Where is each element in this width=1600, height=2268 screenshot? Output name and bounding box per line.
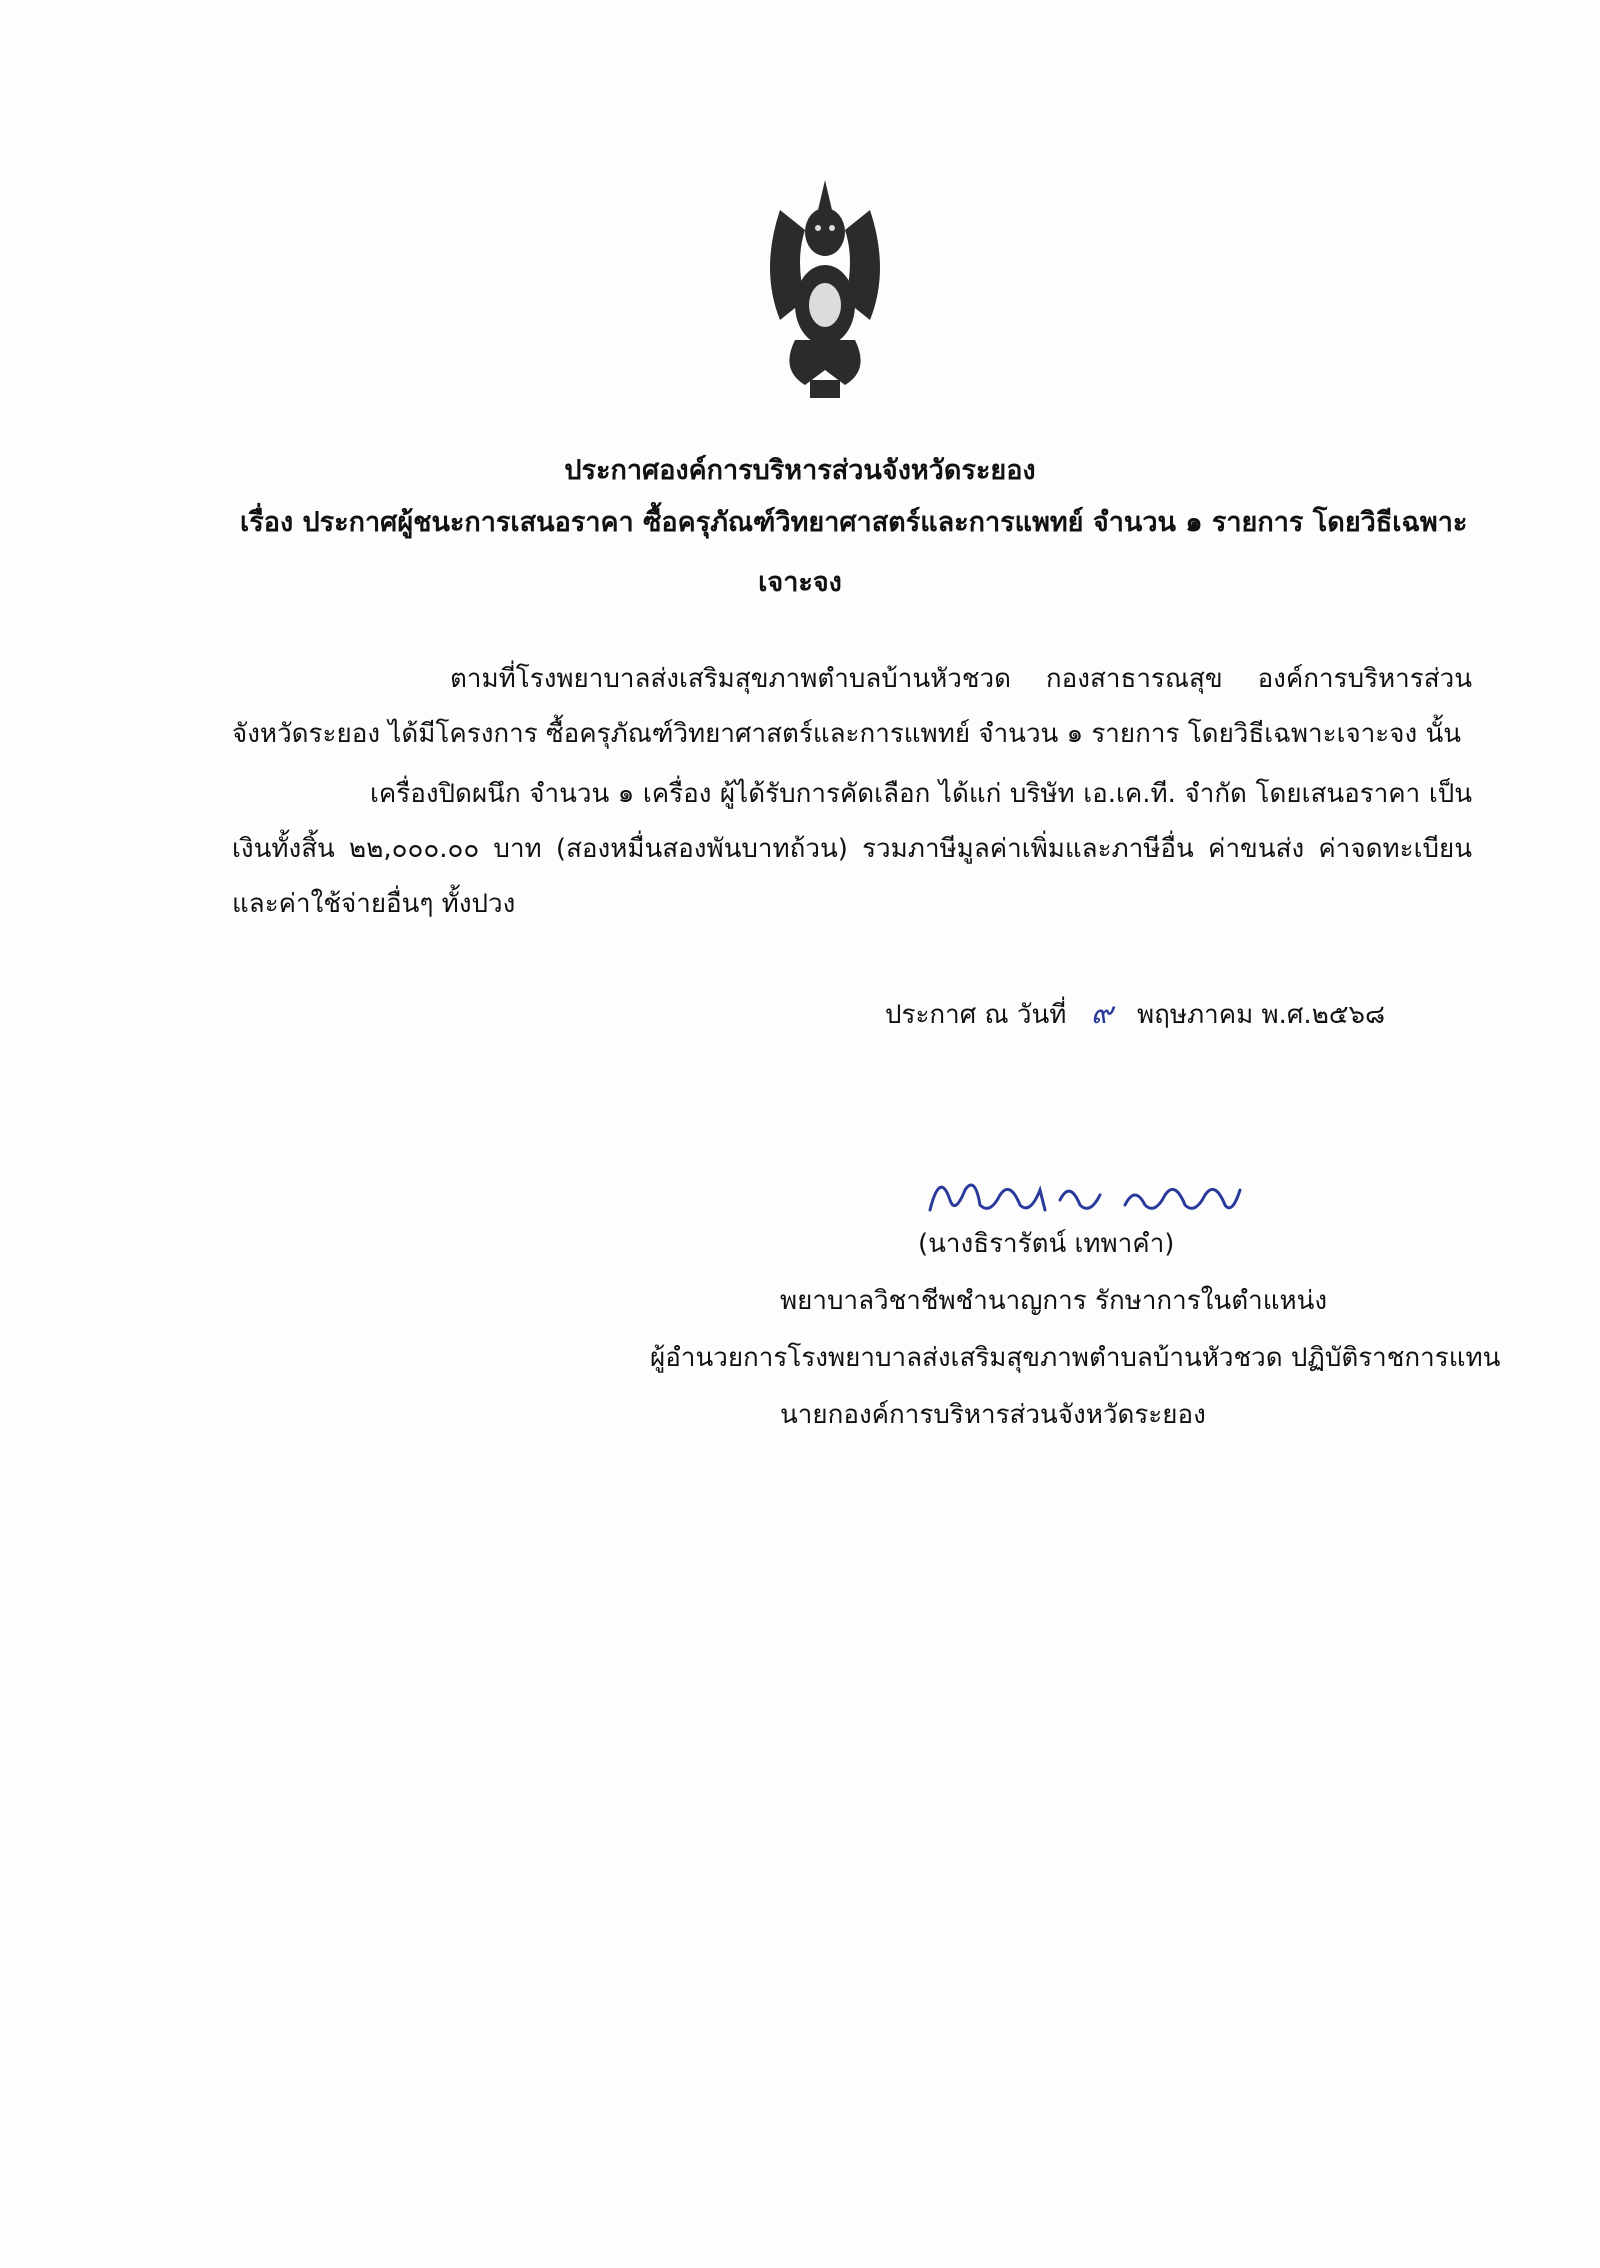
signer-name: (นางธิรารัตน์ เทพาคำ) (918, 1229, 1175, 1259)
body-paragraph-award: เครื่องปิดผนึก จำนวน ๑ เครื่อง ผู้ได้รับการคัดเลือก ได้แก่ บริษัท เอ.เค.ที. จำกัด โดยเสนอราคา เป็นเงินทั้งสิ้น ๒๒,๐๐๐.๐๐ บาท (สองหมื่นสองพันบาทถ้วน) รวมภาษีมูลค่าเพิ่มและภาษีอื่น ค่าขนส่ง ค่าจดทะเบียน และค่าใช้จ่ายอื่นๆ ทั้งปวง (232, 779, 1472, 919)
date-prefix: ประกาศ ณ วันที่ (885, 1000, 1067, 1030)
garuda-emblem-icon (760, 180, 890, 400)
signer-position-2: ผู้อำนวยการโรงพยาบาลส่งเสริมสุขภาพตำบลบ้านหัวชวด ปฏิบัติราชการแทน (650, 1343, 1501, 1373)
signer-position-3: นายกองค์การบริหารส่วนจังหวัดระยอง (780, 1400, 1206, 1430)
subject-line-continued: เจาะจง (758, 567, 842, 598)
document-heading: ประกาศองค์การบริหารส่วนจังหวัดระยอง (564, 455, 1036, 486)
announcement-date (885, 990, 1385, 1037)
date-day-handwritten: ๙ (1090, 996, 1113, 1031)
date-month-year: พฤษภาคม พ.ศ.๒๕๖๘ (1136, 1000, 1386, 1030)
body-paragraph-intro: ตามที่โรงพยาบาลส่งเสริมสุขภาพตำบลบ้านหัวชวด กองสาธารณสุข องค์การบริหารส่วนจังหวัดระยอง ได้มีโครงการ ซื้อครุภัณฑ์วิทยาศาสตร์และการแพทย์ จำนวน ๑ รายการ โดยวิธีเฉพาะเจาะจง นั้น (232, 664, 1472, 749)
signer-position-1: พยาบาลวิชาชีพชำนาญการ รักษาการในตำแหน่ง (780, 1286, 1328, 1316)
subject-line: เรื่อง ประกาศผู้ชนะการเสนอราคา ซื้อครุภัณฑ์วิทยาศาสตร์และการแพทย์ จำนวน ๑ รายการ โดยวิธีเฉพาะ (240, 507, 1468, 538)
